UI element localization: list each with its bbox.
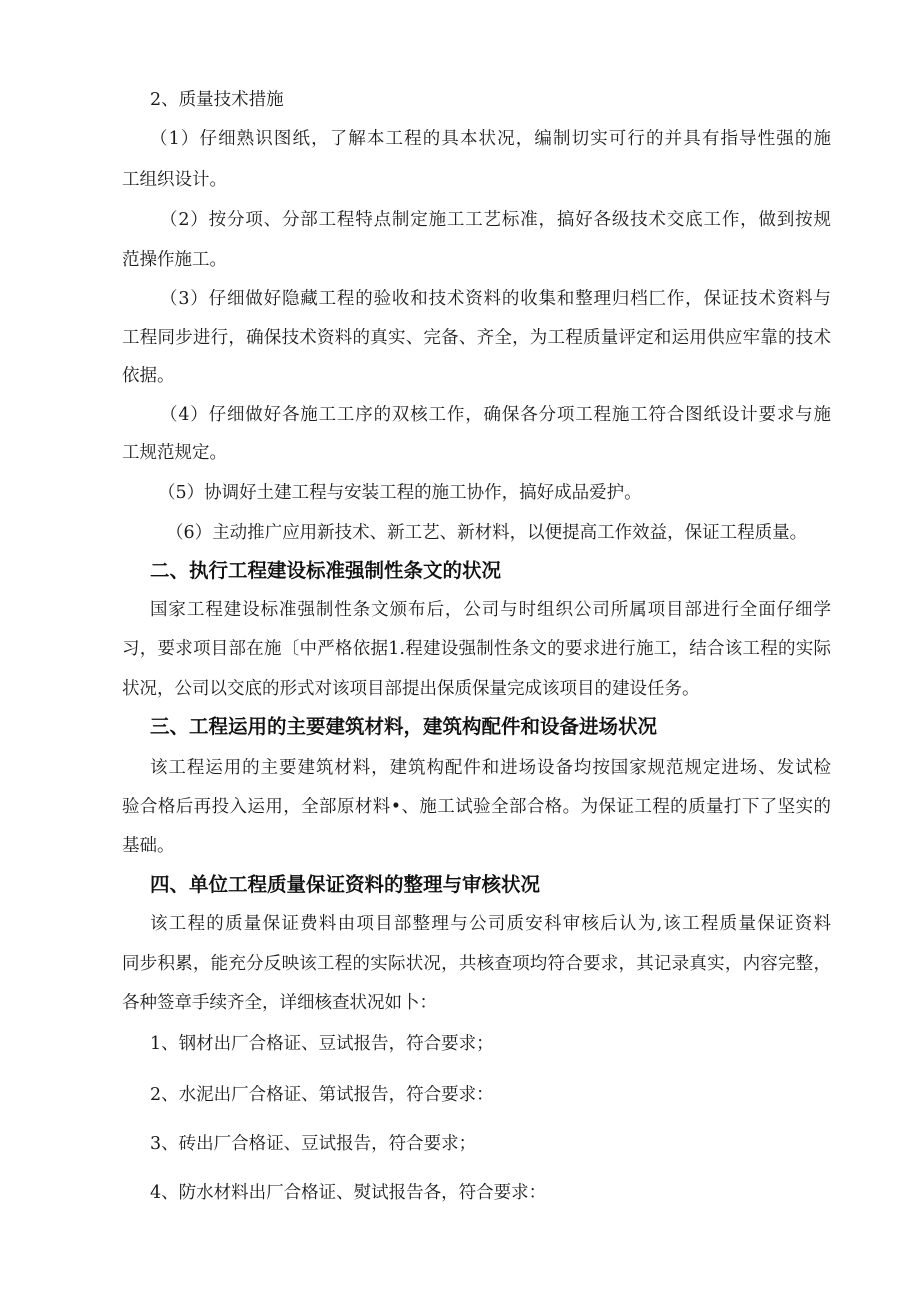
section-4-line-3: 各种签章手续齐全，详细核查状况如卜： — [122, 993, 437, 1013]
section-3-line-1: 该工程运用的主要建筑材料，建筑构配件和进场设备均按国家规范规定进场、发试检 — [150, 758, 831, 778]
section-4-heading: 四、单位工程质量保证资料的整理与审核状况 — [150, 873, 541, 896]
section-3-line-3: 基础。 — [122, 836, 175, 856]
check-item-3: 3、砖出厂合格证、豆试报告，符合要求； — [150, 1134, 477, 1154]
section-4-line-2: 同步积累，能充分反映该工程的实际状况，共核查项均符合要求，其记录真实，内容完整， — [122, 954, 831, 974]
section-3-heading: 三、工程运用的主要建筑材料，建筑构配件和设备进场状况 — [150, 715, 658, 738]
check-item-4: 4、防水材料出厂合格证、熨试报告各，符合要求： — [150, 1183, 547, 1203]
quality-item-3-line-3: 依据。 — [122, 366, 175, 386]
quality-item-2-line-1: （2）按分项、分部工程特点制定施工工艺标准，搞好各级技术交底工作，做到按规 — [160, 210, 831, 230]
check-item-2: 2、水泥出厂合格证、第试报告，符合要求： — [150, 1085, 494, 1105]
quality-item-1-line-1: （1）仔细熟识图纸，了解本工程的具本状况，编制切实可行的并具有指导性强的施 — [150, 129, 831, 149]
section-4-line-1: 该工程的质量保证费料由项目部整理与公司质安科审核后认为,该工程质量保证资料 — [150, 914, 831, 934]
quality-item-3-line-2: 工程同步进行，确保技术资料的真实、完备、齐全，为工程质量评定和运用供应牢靠的技术 — [122, 328, 831, 348]
quality-item-4-line-2: 工规范规定。 — [122, 443, 227, 463]
quality-tech-title: 2、质量技术措施 — [150, 90, 284, 110]
section-2-heading: 二、执行工程建设标准强制性条文的状况 — [150, 559, 502, 582]
quality-item-5: （5）协调好土建工程与安装工程的施工协作，搞好成品爱护。 — [158, 483, 642, 503]
section-2-line-3: 状况，公司以交底的形式对该项目部提出保质保量完成该项目的建设任务。 — [122, 679, 700, 699]
section-2-line-1: 国家工程建设标准强制性条文颁布后，公司与时组织公司所属项目部进行全面仔细学 — [150, 600, 831, 620]
quality-item-6: （6）主动推广应用新技术、新工艺、新材料，以便提高工作效益，保证工程质量。 — [166, 523, 808, 543]
section-2-line-2: 习，要求项目部在施〔中严格依据1.程建设强制性条文的要求进行施工，结合该工程的实际 — [122, 639, 831, 659]
quality-item-3-line-1: （3）仔细做好隐藏工程的验收和技术资料的收集和整理归档匚作，保证技术资料与 — [160, 289, 831, 309]
quality-item-4-line-1: （4）仔细做好各施工工序的双核工作，确保各分项工程施工符合图纸设计要求与施 — [160, 405, 831, 425]
quality-item-1-line-2: 工组织设计。 — [122, 170, 227, 190]
quality-item-2-line-2: 范操作施工。 — [122, 250, 227, 270]
check-item-1: 1、钢材出厂合格证、豆试报告，符合要求； — [150, 1034, 494, 1054]
section-3-line-2: 验合格后再投入运用，全部原材料•、施工试验全部合格。为保证工程的质量打下了坚实的 — [122, 797, 831, 817]
